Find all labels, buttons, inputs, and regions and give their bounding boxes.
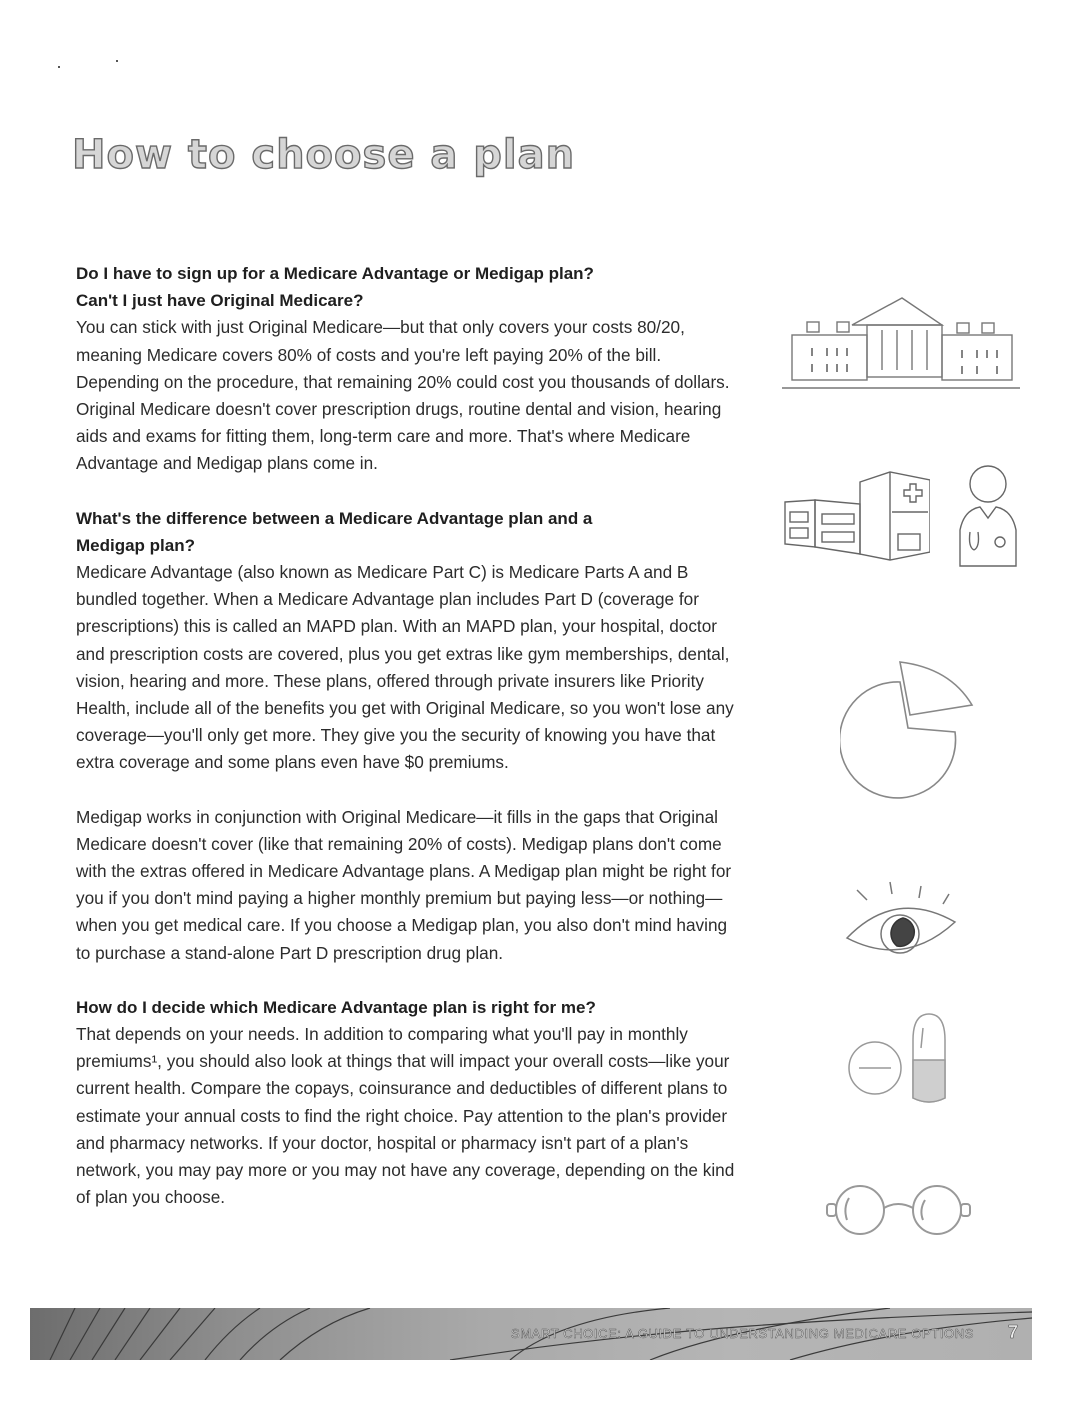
faq-section-sign-up [76, 260, 736, 478]
faq-answer-paragraph: Medigap works in conjunction with Original Medicare—it fills in the gaps that Original Medicare doesn't cover (like that remaining 20% of costs). Medigap plans don't come with the extras offered in Medicare Advantage plans. A Medigap plan might be right for you if you don't mind paying a higher monthly premium but paying less—or nothing—when you get medical care. If you choose a Medigap plan, you also don't mind having to purchase a stand-alone Part D prescription drug plan. [76, 806, 732, 963]
pie-chart-icon [840, 650, 980, 800]
page-number: 7 [1007, 1322, 1018, 1342]
scan-speck [58, 66, 60, 68]
faq-section-difference [76, 505, 736, 967]
eye-icon [845, 878, 965, 968]
page-title: How to choose a plan [72, 132, 576, 178]
faq-answer-paragraph: Medicare Advantage (also known as Medicare Part C) is Medicare Parts A and B bundled together. When a Medicare Advantage plan includes Part D (coverage for prescriptions) this is called an MAPD plan. With an MAPD plan, your hospital, doctor and prescription costs are covered, plus you get extras like gym memberships, dental, vision, hearing and more. These plans, offered through private insurers like Priority Health, include all of the benefits you get with Original Medicare, so you won't lose any coverage—you'll only get more. They give you the security of knowing you have that extra coverage and some plans even have $0 premiums. [76, 562, 734, 773]
main-content [76, 260, 736, 1239]
eyeglasses-icon [825, 1178, 975, 1238]
faq-answer-paragraph: You can stick with just Original Medicare—but that only covers your costs 80/20, meaning Medicare covers 80% of costs and you're left paying 20% of the bill. Depending on the procedure, that remaining 20% could cost you thousands of dollars. Original Medicare doesn't cover prescription drugs, routine dental and vision, hearing aids and exams for fitting them, long-term care and more. That's where Medicare Advantage and Medigap plans come in. [76, 317, 730, 474]
faq-question [76, 994, 736, 1021]
faq-question [76, 505, 736, 559]
hospital-icon [780, 462, 930, 562]
page-footer [30, 1308, 1032, 1360]
faq-question-line: What's the difference between a Medicare Advantage plan and a [76, 508, 593, 528]
faq-question [76, 260, 736, 314]
faq-question-line: Can't I just have Original Medicare? [76, 291, 364, 311]
faq-question-line: Do I have to sign up for a Medicare Advantage or Medigap plan? [76, 264, 594, 283]
doctor-icon [950, 462, 1025, 570]
footer-guide-title: SMART CHOICE: A GUIDE TO UNDERSTANDING MEDICARE OPTIONS [510, 1326, 974, 1341]
faq-answer-paragraph: That depends on your needs. In addition to comparing what you'll pay in monthly premiums¹, you should also look at things that will impact your overall costs—like your current health. Compare the copays, coinsurance and deductibles of different plans to estimate your annual costs to find the right choice. Pay attention to the plan's provider and pharmacy networks. If your doctor, hospital or pharmacy isn't part of a plan's network, you may pay more or you may not have any coverage, depending on the kind of plan you choose. [76, 1024, 735, 1208]
government-building-icon [782, 290, 1022, 395]
faq-section-decide [76, 994, 736, 1212]
faq-question-line: How do I decide which Medicare Advantage plan is right for me? [76, 997, 596, 1017]
scan-speck [116, 60, 118, 62]
faq-question-line: Medigap plan? [76, 535, 195, 555]
pills-icon [845, 1010, 965, 1105]
